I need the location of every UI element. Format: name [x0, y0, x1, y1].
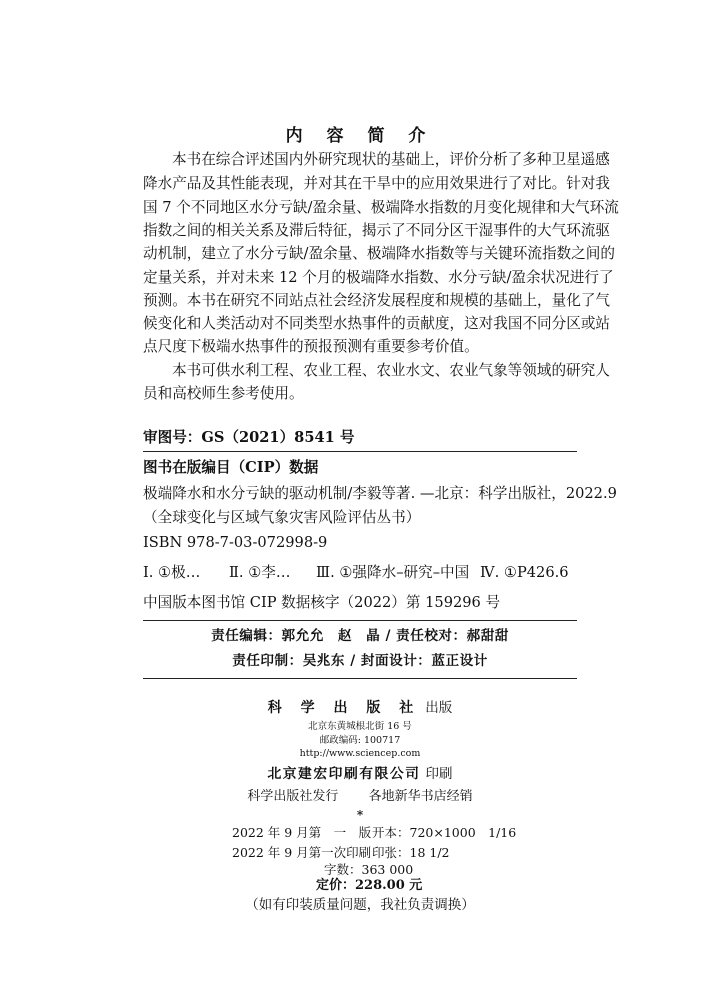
- publisher-address: 北京东黄城根北街 16 号: [308, 721, 412, 732]
- sheets-info: 印张：18 1/2: [372, 845, 450, 860]
- cip-class-4: Ⅳ. ①P426.6: [480, 564, 569, 581]
- production-credits: 责任印制：吴兆东 / 封面设计：蓝正设计: [232, 653, 488, 669]
- cip-number: 中国版本图书馆 CIP 数据核字（2022）第 159296 号: [143, 594, 501, 611]
- footer-note: （如有印装质量问题，我社负责调换）: [245, 897, 475, 913]
- cip-class-3: Ⅲ. ①强降水–研究–中国: [316, 564, 470, 581]
- price: 定价：228.00 元: [316, 878, 423, 893]
- cip-series: （全球变化与区域气象灾害风险评估丛书）: [143, 509, 421, 526]
- publisher-website: http://www.sciencep.com: [299, 748, 421, 759]
- divider: [143, 678, 577, 679]
- printer-line: [0, 763, 720, 784]
- cip-class-1: Ⅰ. ①极…: [143, 564, 201, 581]
- cip-isbn: ISBN 978-7-03-072998-9: [143, 534, 328, 551]
- cip-heading: 图书在版编目（CIP）数据: [143, 459, 319, 476]
- intro-line: 本书可供水利工程、农业工程、农业水文、农业气象等领域的研究人: [172, 362, 610, 379]
- intro-line: 降水产品及其性能表现，并对其在干旱中的应用效果进行了对比。针对我: [143, 175, 611, 192]
- separator-star: *: [356, 808, 364, 822]
- divider: [143, 451, 577, 452]
- printer-name: 北京建宏印刷有限公司: [267, 766, 421, 782]
- intro-line: 点尺度下极端水热事件的预报预测有重要参考价值。: [143, 338, 479, 355]
- word-count: 字数：363 000: [324, 862, 414, 877]
- divider: [143, 620, 577, 621]
- intro-line: 候变化和人类活动对不同类型水热事件的贡献度，这对我国不同分区或站: [143, 315, 611, 332]
- distribution-issuer: 科学出版社发行: [247, 789, 339, 804]
- publisher-line: [0, 697, 720, 718]
- intro-line: 指数之间的相关关系及滞后特征，揭示了不同分区干湿事件的大气环流驱: [143, 222, 611, 239]
- intro-line: 动机制，建立了水分亏缺/盈余量、极端降水指数等与关键环流指数之间的: [143, 245, 615, 262]
- intro-line: 本书在综合评述国内外研究现状的基础上，评价分析了多种卫星遥感: [172, 151, 610, 168]
- map-approval-number: 审图号：GS（2021）8541 号: [143, 429, 355, 446]
- publisher-postcode: 邮政编码: 100717: [319, 735, 401, 746]
- cip-citation: 极端降水和水分亏缺的驱动机制/李毅等著. —北京：科学出版社，2022.9: [143, 485, 617, 502]
- intro-line: 预测。本书在研究不同站点社会经济发展程度和规模的基础上，量化了气: [143, 292, 611, 309]
- printing-info: 2022 年 9 月第一次印刷: [232, 845, 372, 860]
- publisher-suffix: 出版: [425, 700, 453, 716]
- publisher-name: 科 学 出 版 社: [267, 700, 421, 716]
- edition-info: 2022 年 9 月第 一 版: [232, 825, 372, 840]
- printer-suffix: 印刷: [425, 766, 453, 782]
- cip-class-2: Ⅱ. ①李…: [229, 564, 291, 581]
- distribution-line: [0, 788, 720, 806]
- intro-line: 国 7 个不同地区水分亏缺/盈余量、极端降水指数的月变化规律和大气环流: [143, 199, 619, 216]
- format-info: 开本：720×1000 1/16: [372, 825, 517, 840]
- distribution-seller: 各地新华书店经销: [368, 789, 473, 804]
- intro-line: 定量关系，并对未来 12 个月的极端降水指数、水分亏缺/盈余状况进行了: [143, 269, 614, 286]
- intro-title: 内 容 简 介: [285, 126, 435, 146]
- intro-line: 员和高校师生参考使用。: [143, 385, 304, 402]
- editor-credits: 责任编辑：郭允允 赵 晶 / 责任校对：郝甜甜: [211, 628, 509, 644]
